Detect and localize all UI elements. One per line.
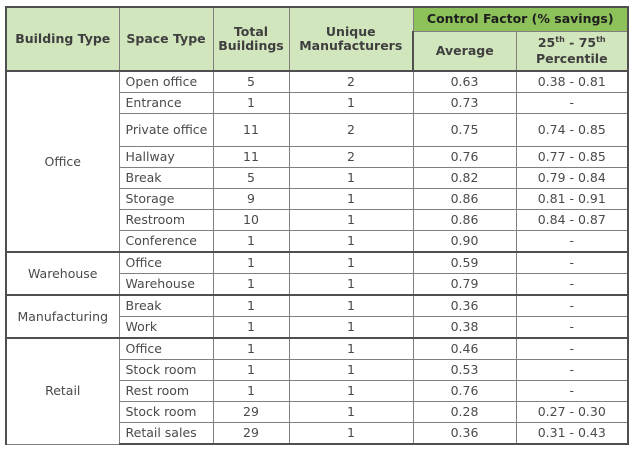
cell-total-buildings: 1 (213, 93, 289, 114)
cell-percentile-range: 0.74 - 0.85 (516, 114, 628, 147)
cell-percentile-range: - (516, 295, 628, 317)
cell-unique-manufacturers: 2 (289, 71, 413, 93)
cell-space-type: Private office (119, 114, 213, 147)
header-control-factor: Control Factor (% savings) (413, 7, 628, 31)
cell-unique-manufacturers: 1 (289, 189, 413, 210)
cell-space-type: Entrance (119, 93, 213, 114)
pct-25-label: 25 (537, 34, 556, 50)
cell-percentile-range: 0.27 - 0.30 (516, 402, 628, 423)
table-row (6, 338, 628, 360)
cell-unique-manufacturers: 1 (289, 93, 413, 114)
cell-average: 0.75 (413, 114, 516, 147)
control-factor-table-container (5, 6, 629, 445)
cell-total-buildings: 11 (213, 147, 289, 168)
cell-unique-manufacturers: 2 (289, 147, 413, 168)
cell-average: 0.86 (413, 189, 516, 210)
cell-percentile-range: - (516, 381, 628, 402)
cell-average: 0.36 (413, 295, 516, 317)
cell-unique-manufacturers: 1 (289, 402, 413, 423)
cell-total-buildings: 11 (213, 114, 289, 147)
cell-total-buildings: 1 (213, 274, 289, 296)
cell-building-type: Office (6, 71, 119, 252)
cell-unique-manufacturers: 1 (289, 252, 413, 274)
cell-space-type: Restroom (119, 210, 213, 231)
cell-percentile-range: - (516, 338, 628, 360)
cell-space-type: Office (119, 338, 213, 360)
cell-unique-manufacturers: 1 (289, 168, 413, 189)
cell-percentile-range: 0.81 - 0.91 (516, 189, 628, 210)
cell-percentile-range: - (516, 317, 628, 339)
cell-percentile-range: - (516, 252, 628, 274)
cell-average: 0.76 (413, 147, 516, 168)
cell-percentile-range: 0.84 - 0.87 (516, 210, 628, 231)
cell-total-buildings: 29 (213, 423, 289, 445)
cell-space-type: Rest room (119, 381, 213, 402)
cell-space-type: Break (119, 295, 213, 317)
cell-average: 0.73 (413, 93, 516, 114)
table-row (6, 295, 628, 317)
cell-total-buildings: 10 (213, 210, 289, 231)
header-total-buildings: Total Buildings (213, 7, 289, 71)
header-percentile (516, 31, 628, 71)
cell-average: 0.76 (413, 381, 516, 402)
header-building-type: Building Type (6, 7, 119, 71)
table-body (6, 71, 628, 444)
cell-unique-manufacturers: 2 (289, 114, 413, 147)
cell-percentile-range: - (516, 360, 628, 381)
control-factor-table (5, 6, 629, 445)
header-unique-manufacturers: Unique Manufacturers (289, 7, 413, 71)
cell-space-type: Break (119, 168, 213, 189)
cell-space-type: Work (119, 317, 213, 339)
cell-percentile-range: 0.79 - 0.84 (516, 168, 628, 189)
cell-total-buildings: 5 (213, 71, 289, 93)
cell-total-buildings: 1 (213, 338, 289, 360)
cell-average: 0.53 (413, 360, 516, 381)
cell-average: 0.28 (413, 402, 516, 423)
cell-space-type: Storage (119, 189, 213, 210)
cell-unique-manufacturers: 1 (289, 381, 413, 402)
cell-total-buildings: 9 (213, 189, 289, 210)
pct-word-label: Percentile (535, 50, 608, 66)
cell-total-buildings: 1 (213, 317, 289, 339)
cell-unique-manufacturers: 1 (289, 317, 413, 339)
cell-average: 0.59 (413, 252, 516, 274)
cell-average: 0.82 (413, 168, 516, 189)
cell-total-buildings: 1 (213, 381, 289, 402)
cell-total-buildings: 1 (213, 252, 289, 274)
cell-space-type: Retail sales (119, 423, 213, 445)
cell-unique-manufacturers: 1 (289, 423, 413, 445)
cell-building-type: Warehouse (6, 252, 119, 295)
cell-percentile-range: 0.77 - 0.85 (516, 147, 628, 168)
header-space-type: Space Type (119, 7, 213, 71)
cell-average: 0.63 (413, 71, 516, 93)
cell-space-type: Hallway (119, 147, 213, 168)
table-header (6, 7, 628, 71)
cell-space-type: Stock room (119, 360, 213, 381)
cell-total-buildings: 5 (213, 168, 289, 189)
cell-space-type: Open office (119, 71, 213, 93)
cell-total-buildings: 29 (213, 402, 289, 423)
pct-dash-label: - 75 (564, 34, 597, 50)
pct-th-sup-1: th (555, 34, 565, 44)
cell-unique-manufacturers: 1 (289, 274, 413, 296)
cell-average: 0.79 (413, 274, 516, 296)
cell-average: 0.86 (413, 210, 516, 231)
cell-total-buildings: 1 (213, 231, 289, 253)
cell-average: 0.90 (413, 231, 516, 253)
cell-total-buildings: 1 (213, 360, 289, 381)
pct-th-sup-2: th (596, 34, 606, 44)
cell-unique-manufacturers: 1 (289, 231, 413, 253)
cell-percentile-range: - (516, 93, 628, 114)
cell-average: 0.36 (413, 423, 516, 445)
cell-total-buildings: 1 (213, 295, 289, 317)
cell-space-type: Warehouse (119, 274, 213, 296)
cell-unique-manufacturers: 1 (289, 338, 413, 360)
header-average: Average (413, 31, 516, 71)
cell-space-type: Conference (119, 231, 213, 253)
cell-unique-manufacturers: 1 (289, 210, 413, 231)
cell-space-type: Stock room (119, 402, 213, 423)
cell-unique-manufacturers: 1 (289, 360, 413, 381)
cell-percentile-range: - (516, 231, 628, 253)
cell-average: 0.38 (413, 317, 516, 339)
table-row (6, 252, 628, 274)
table-row (6, 71, 628, 93)
cell-percentile-range: 0.31 - 0.43 (516, 423, 628, 445)
cell-average: 0.46 (413, 338, 516, 360)
cell-percentile-range: - (516, 274, 628, 296)
cell-building-type: Manufacturing (6, 295, 119, 338)
cell-unique-manufacturers: 1 (289, 295, 413, 317)
cell-space-type: Office (119, 252, 213, 274)
cell-percentile-range: 0.38 - 0.81 (516, 71, 628, 93)
cell-building-type: Retail (6, 338, 119, 444)
